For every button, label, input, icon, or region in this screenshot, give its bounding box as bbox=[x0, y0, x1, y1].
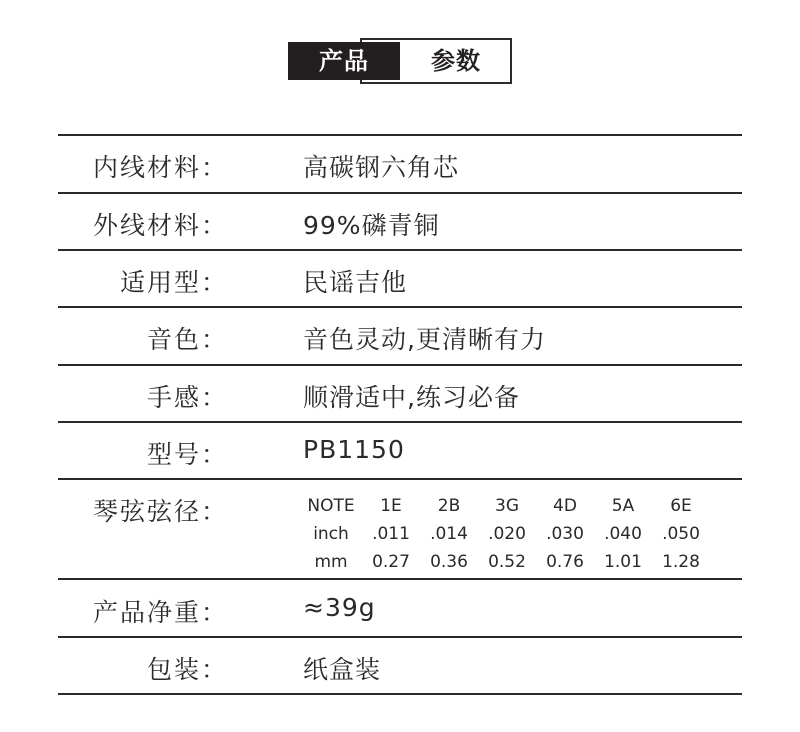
divider bbox=[58, 578, 742, 580]
divider bbox=[58, 636, 742, 638]
divider bbox=[58, 693, 742, 695]
gauge-cell: 0.52 bbox=[488, 552, 526, 572]
gauge-cell: 0.36 bbox=[430, 552, 468, 572]
header-title-left: 产品 bbox=[288, 42, 400, 80]
row-label-packaging: 包装： bbox=[146, 655, 228, 684]
gauge-cell: .040 bbox=[604, 524, 642, 544]
gauge-cell: 2B bbox=[437, 496, 461, 516]
gauge-cell: NOTE bbox=[307, 496, 355, 516]
gauge-cell: mm bbox=[314, 552, 348, 572]
row-value-feel: 顺滑适中,练习必备 bbox=[303, 383, 520, 412]
row-label-tone: 音色： bbox=[146, 325, 228, 354]
row-label-model: 型号： bbox=[146, 440, 228, 469]
gauge-cell: 0.27 bbox=[372, 552, 410, 572]
section-header bbox=[288, 38, 514, 84]
gauge-cell: .014 bbox=[430, 524, 468, 544]
gauge-cell: 1.01 bbox=[604, 552, 642, 572]
row-label-outer-material: 外线材料： bbox=[92, 211, 228, 240]
gauge-cell: 6E bbox=[670, 496, 692, 516]
gauge-cell: inch bbox=[313, 524, 349, 544]
row-value-packaging: 纸盒装 bbox=[303, 655, 382, 684]
divider bbox=[58, 478, 742, 480]
gauge-row-mm bbox=[300, 548, 720, 576]
gauge-row-note bbox=[300, 492, 720, 520]
row-label-string-gauge: 琴弦弦径： bbox=[92, 497, 228, 526]
gauge-cell: 1.28 bbox=[662, 552, 700, 572]
divider bbox=[58, 364, 742, 366]
divider bbox=[58, 306, 742, 308]
row-value-model: PB1150 bbox=[303, 435, 405, 464]
gauge-cell: 5A bbox=[611, 496, 635, 516]
row-value-net-weight: ≈39g bbox=[303, 593, 376, 622]
row-value-outer-material: 99%磷青铜 bbox=[303, 211, 440, 240]
header-title-right: 参数 bbox=[431, 47, 481, 75]
gauge-cell: 4D bbox=[553, 496, 577, 516]
row-label-feel: 手感： bbox=[146, 383, 228, 412]
row-value-inner-material: 高碳钢六角芯 bbox=[303, 153, 460, 182]
gauge-cell: 0.76 bbox=[546, 552, 584, 572]
gauge-cell: 3G bbox=[495, 496, 519, 516]
row-value-applicable-type: 民谣吉他 bbox=[303, 268, 408, 297]
row-label-inner-material: 内线材料： bbox=[92, 153, 228, 182]
divider bbox=[58, 249, 742, 251]
row-label-net-weight: 产品净重： bbox=[92, 598, 228, 627]
gauge-cell: .030 bbox=[546, 524, 584, 544]
gauge-table bbox=[300, 492, 720, 576]
divider bbox=[58, 192, 742, 194]
gauge-cell: .011 bbox=[372, 524, 410, 544]
gauge-cell: .020 bbox=[488, 524, 526, 544]
gauge-cell: 1E bbox=[380, 496, 402, 516]
row-label-applicable-type: 适用型： bbox=[119, 268, 228, 297]
divider bbox=[58, 134, 742, 136]
row-value-tone: 音色灵动,更清晰有力 bbox=[303, 325, 546, 354]
gauge-cell: .050 bbox=[662, 524, 700, 544]
divider bbox=[58, 421, 742, 423]
gauge-row-inch bbox=[300, 520, 720, 548]
